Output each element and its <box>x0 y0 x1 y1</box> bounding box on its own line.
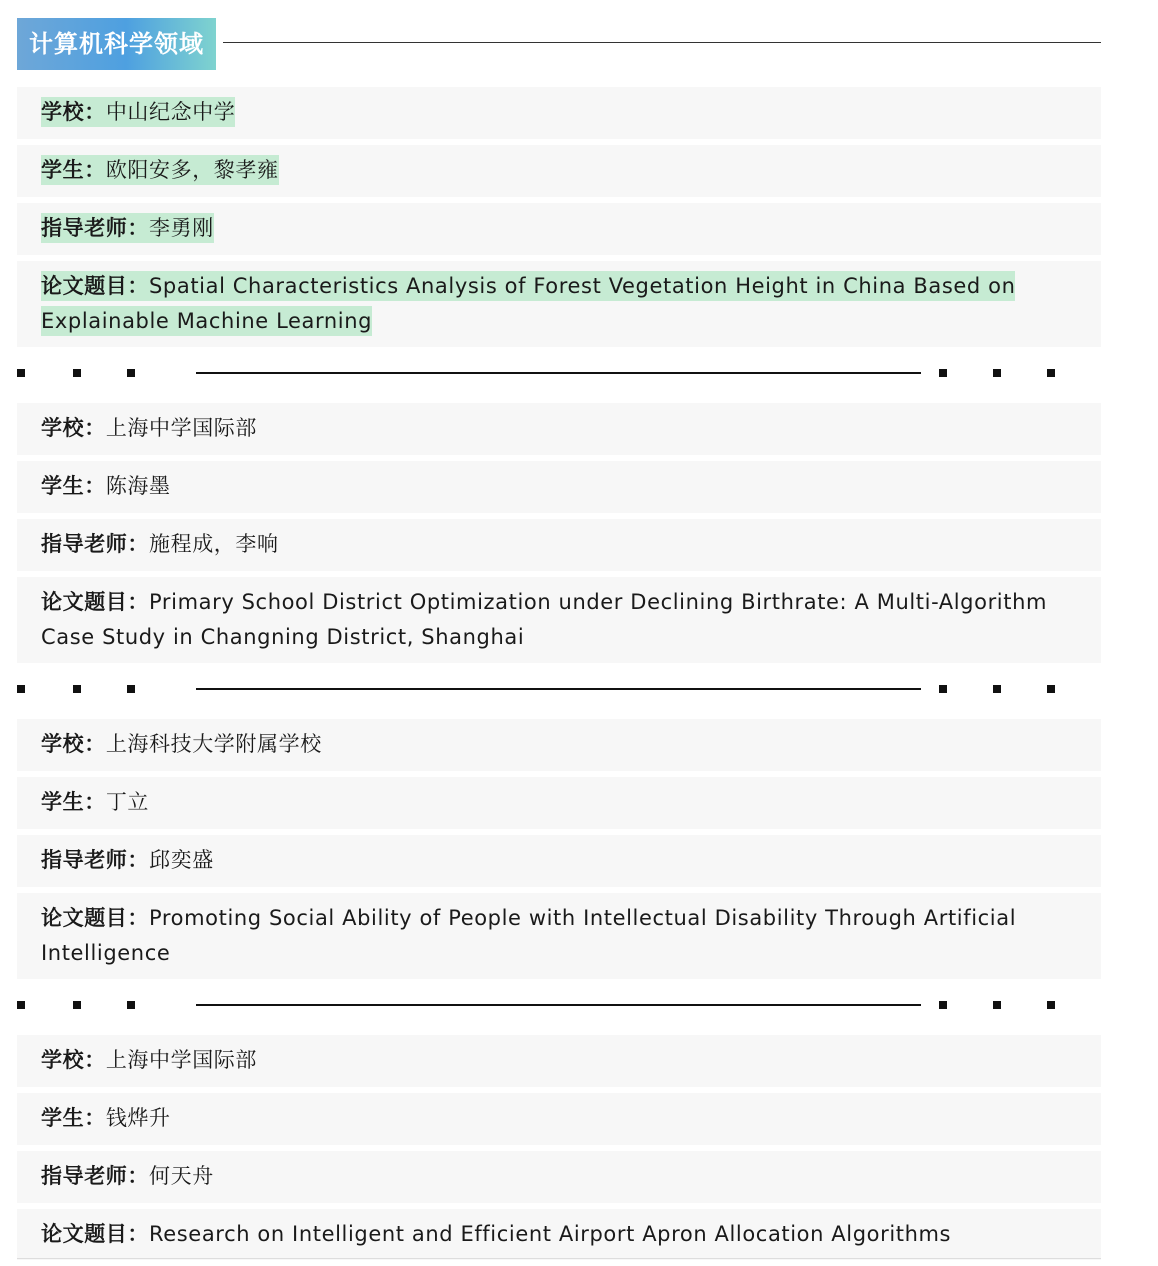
advisor-text <box>41 1164 214 1188</box>
advisor-row <box>17 1151 1101 1203</box>
separator-square-icon <box>17 1001 25 1009</box>
paper-title-text <box>41 271 1015 336</box>
separator-square-icon <box>127 369 135 377</box>
student-text <box>41 1106 171 1130</box>
school-label: 学校： <box>41 1048 106 1072</box>
separator-square-icon <box>127 685 135 693</box>
student-value: 陈海墨 <box>105 474 171 498</box>
paper-title-row <box>17 577 1101 663</box>
student-value: 欧阳安多，黎孝雍 <box>105 158 279 182</box>
separator-square-icon <box>1047 685 1055 693</box>
advisor-label: 指导老师： <box>41 532 149 556</box>
school-row <box>17 1035 1101 1087</box>
school-value: 上海科技大学附属学校 <box>105 732 322 756</box>
advisor-label: 指导老师： <box>41 1164 149 1188</box>
advisor-label: 指导老师： <box>41 216 149 240</box>
student-text <box>41 474 171 498</box>
school-text <box>41 416 257 440</box>
paper-title-value: Primary School District Optimization under Declining Birthrate: A Multi-Algorithm Case Study in Changning District, Shanghai <box>41 590 1048 649</box>
entry-separator <box>17 669 1101 713</box>
paper-title-text <box>41 1222 951 1246</box>
separator-square-icon <box>939 685 947 693</box>
school-text <box>41 97 235 127</box>
paper-title-row <box>17 261 1101 347</box>
separator-square-icon <box>127 1001 135 1009</box>
advisor-text <box>41 848 214 872</box>
school-row <box>17 719 1101 771</box>
separator-square-icon <box>73 685 81 693</box>
separator-square-icon <box>993 369 1001 377</box>
entry-separator <box>17 985 1101 1029</box>
school-row <box>17 87 1101 139</box>
school-row <box>17 403 1101 455</box>
award-entry <box>17 87 1101 347</box>
awards-page <box>17 18 1101 1266</box>
advisor-text <box>41 532 279 556</box>
school-label: 学校： <box>41 100 106 124</box>
student-value: 钱烨升 <box>105 1106 171 1130</box>
student-label: 学生： <box>41 790 106 814</box>
paper-title-value: Spatial Characteristics Analysis of Forest Vegetation Height in China Based on Explainable Machine Learning <box>41 274 1016 333</box>
advisor-label: 指导老师： <box>41 848 149 872</box>
separator-line <box>196 688 921 690</box>
award-entry <box>17 403 1101 663</box>
school-text <box>41 732 322 756</box>
student-value: 丁立 <box>105 790 150 814</box>
paper-title-row <box>17 1209 1101 1260</box>
separator-square-icon <box>17 685 25 693</box>
advisor-value: 何天舟 <box>149 1164 214 1188</box>
entry-separator <box>17 353 1101 397</box>
section-header <box>17 18 1101 70</box>
separator-square-icon <box>73 1001 81 1009</box>
separator-square-icon <box>73 369 81 377</box>
school-value: 上海中学国际部 <box>105 1048 258 1072</box>
separator-line <box>196 1004 921 1006</box>
paper-title-row <box>17 893 1101 979</box>
school-text <box>41 1048 257 1072</box>
student-row <box>17 461 1101 513</box>
student-label: 学生： <box>41 158 106 182</box>
advisor-value: 施程成，李响 <box>149 532 279 556</box>
student-label: 学生： <box>41 474 106 498</box>
separator-square-icon <box>1047 369 1055 377</box>
separator-square-icon <box>1047 1001 1055 1009</box>
paper-title-value: Research on Intelligent and Efficient Airport Apron Allocation Algorithms <box>149 1222 952 1246</box>
school-label: 学校： <box>41 732 106 756</box>
separator-square-icon <box>939 1001 947 1009</box>
separator-square-icon <box>17 369 25 377</box>
entry-list <box>17 87 1101 1260</box>
paper-title-label: 论文题目： <box>41 590 149 614</box>
paper-title-label: 论文题目： <box>41 1222 149 1246</box>
paper-title-text <box>41 590 1047 649</box>
award-entry <box>17 1035 1101 1260</box>
paper-title-value: Promoting Social Ability of People with Intellectual Disability Through Artificial Intelligence <box>41 906 1017 965</box>
advisor-value: 邱奕盛 <box>149 848 214 872</box>
separator-square-icon <box>939 369 947 377</box>
section-title: 计算机科学领域 <box>17 18 216 70</box>
bottom-divider <box>17 1258 1101 1259</box>
student-row <box>17 777 1101 829</box>
advisor-text <box>41 213 214 243</box>
school-value: 中山纪念中学 <box>105 100 236 124</box>
header-divider <box>223 42 1101 43</box>
student-label: 学生： <box>41 1106 106 1130</box>
award-entry <box>17 719 1101 979</box>
student-text <box>41 155 279 185</box>
separator-square-icon <box>993 685 1001 693</box>
student-row <box>17 145 1101 197</box>
separator-line <box>196 372 921 374</box>
advisor-row <box>17 203 1101 255</box>
school-value: 上海中学国际部 <box>105 416 258 440</box>
paper-title-text <box>41 906 1016 965</box>
paper-title-label: 论文题目： <box>41 274 149 298</box>
student-row <box>17 1093 1101 1145</box>
advisor-value: 李勇刚 <box>149 216 214 240</box>
advisor-row <box>17 835 1101 887</box>
student-text <box>41 790 149 814</box>
school-label: 学校： <box>41 416 106 440</box>
paper-title-label: 论文题目： <box>41 906 149 930</box>
advisor-row <box>17 519 1101 571</box>
separator-square-icon <box>993 1001 1001 1009</box>
